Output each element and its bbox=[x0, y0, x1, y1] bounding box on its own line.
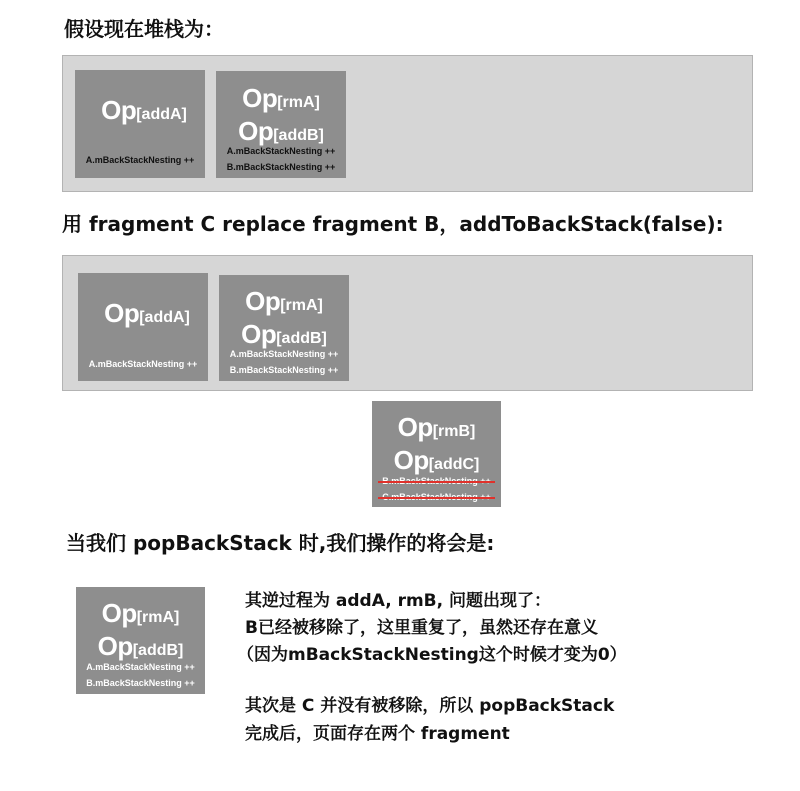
op-box-rmA-addB bbox=[219, 275, 349, 381]
explanation-line: 其逆过程为 addA, rmB, 问题出现了： bbox=[245, 591, 552, 611]
op-box-addA bbox=[75, 70, 205, 178]
strikethrough-line bbox=[378, 481, 495, 483]
op-line: Op[rmB] bbox=[397, 412, 476, 442]
nesting-label: A.mBackStackNesting ++ bbox=[226, 146, 336, 156]
explanation-line: （因为mBackStackNesting这个时候才变为0） bbox=[237, 645, 627, 665]
strikethrough-line bbox=[378, 497, 495, 499]
nesting-label: A.mBackStackNesting ++ bbox=[86, 662, 195, 672]
section3-title: 当我们 popBackStack 时,我们操作的将会是: bbox=[66, 531, 495, 555]
op-line: Op[rmA] bbox=[242, 83, 320, 113]
explanation-line: 完成后，页面存在两个 fragment bbox=[245, 724, 510, 744]
section2-title: 用 fragment C replace fragment B，addToBackStack(false): bbox=[62, 212, 724, 236]
op-line: Op[addB] bbox=[97, 631, 184, 661]
op-box-addA bbox=[78, 273, 208, 381]
op-box-rmB-addC bbox=[372, 401, 501, 507]
op-line: Op[addB] bbox=[238, 116, 324, 146]
nesting-label: A.mBackStackNesting ++ bbox=[85, 155, 195, 165]
op-line: Op[addC] bbox=[393, 445, 480, 475]
op-line: Op[rmA] bbox=[245, 286, 323, 316]
op-line: Op[addA] bbox=[101, 95, 187, 125]
op-box-rmA-addB bbox=[76, 587, 205, 694]
explanation-line: B已经被移除了，这里重复了，虽然还存在意义 bbox=[245, 618, 598, 638]
nesting-label: A.mBackStackNesting ++ bbox=[88, 359, 198, 369]
section1-title: 假设现在堆栈为： bbox=[64, 17, 224, 41]
nesting-label: B.mBackStackNesting ++ bbox=[229, 365, 339, 375]
nesting-label: B.mBackStackNesting ++ bbox=[226, 162, 336, 172]
nesting-label: A.mBackStackNesting ++ bbox=[229, 349, 339, 359]
nesting-label: B.mBackStackNesting ++ bbox=[86, 678, 195, 688]
op-line: Op[addA] bbox=[104, 298, 190, 328]
op-box-rmA-addB bbox=[216, 71, 346, 178]
op-line: Op[rmA] bbox=[101, 598, 180, 628]
explanation-line: 其次是 C 并没有被移除，所以 popBackStack bbox=[245, 696, 615, 716]
op-line: Op[addB] bbox=[241, 319, 327, 349]
